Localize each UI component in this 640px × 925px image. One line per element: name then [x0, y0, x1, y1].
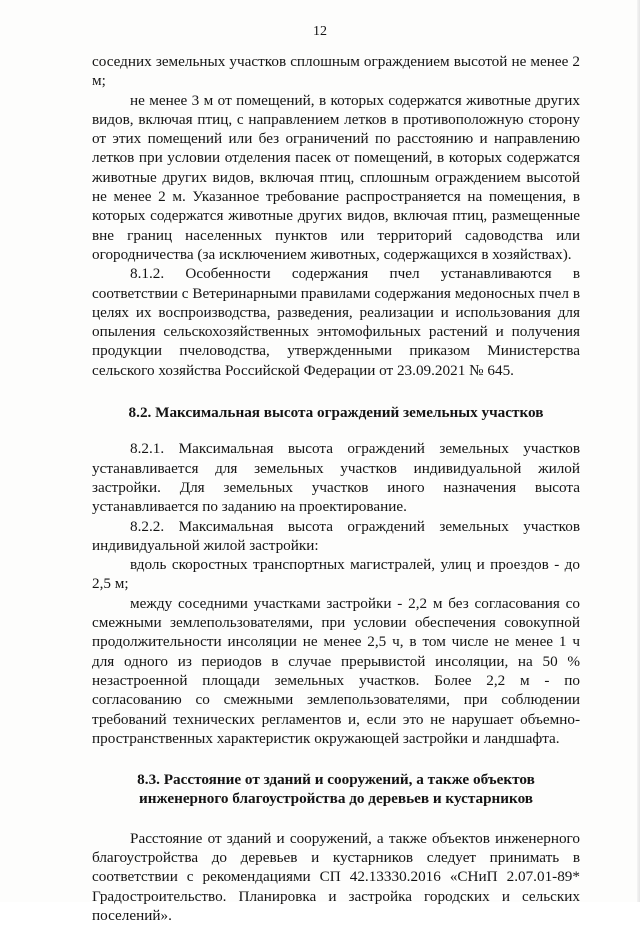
paragraph-8-2-2-roads: вдоль скоростных транспортных магистралей, улиц и проездов - до 2,5 м; — [92, 556, 580, 593]
paragraph-8-2-2: 8.2.2. Максимальная высота ограждений земельных участков индивидуальной жилой застройки: — [92, 517, 580, 554]
paragraph-top-1: соседних земельных участков сплошным ограждением высотой не менее 2 м; — [92, 53, 580, 90]
section-8-3-heading-line-1: 8.3. Расстояние от зданий и сооружений, а также объектов — [137, 771, 535, 789]
paragraph-8-3: Расстояние от зданий и сооружений, а также объектов инженерного благоустройства до деревьев и кустарников следует принимать в соответствии с рекомендациями СП 42.13330.2016 «СНиП 2.07.01-89* Градостроительство. Планировка и застройка городских и сельских поселений». — [92, 829, 580, 924]
section-8-3-heading — [92, 770, 580, 809]
paragraph-8-2-1: 8.2.1. Максимальная высота ограждений земельных участков устанавливается для земельных участков индивидуальной жилой застройки. Для земельных участков иного назначения высота устанавливается по заданию на проектирование. — [92, 440, 580, 516]
paragraph-top-2: не менее 3 м от помещений, в которых содержатся животные других видов, включая птиц, с направлением летков в противоположную сторону от этих помещений или без ограничений по расстоянию и направлению летков при условии отделения пасек от помещений, в которых содержатся животные других видов, включая птиц, сплошным ограждением высотой не менее 2 м. Указанное требование распространяется на помещения, в которых содержатся животные других видов, включая птиц, размещенные вне границ населенных пунктов или территорий садоводства или огородничества (за исключением животных, содержащихся в хозяйствах). — [92, 91, 580, 263]
page-number: 12 — [313, 24, 327, 39]
section-8-3-heading-line-2: инженерного благоустройства до деревьев и кустарников — [139, 790, 533, 808]
paragraph-8-2-2-neighbors: между соседними участками застройки - 2,2 м без согласования со смежными землепользователями, при условии обеспечения совокупной продолжительности инсоляции не менее 2,5 ч, в том числе не менее 1 ч для одного из периодов в случае прерывистой инсоляции, на 50 % незастроенной площади земельных участков. Более 2,2 м - по согласованию со смежными землепользователями, при соблюдении требований технических регламентов и, если это не нарушает объемно-пространственных характеристик окружающей застройки и ландшафта. — [92, 594, 580, 747]
document-body — [92, 52, 580, 925]
paragraph-8-1-2: 8.1.2. Особенности содержания пчел устанавливаются в соответствии с Ветеринарными правилами содержания медоносных пчел в целях их воспроизводства, разведения, реализации и использования для опыления сельскохозяйственных энтомофильных растений и получения продукции пчеловодства, утвержденными приказом Министерства сельского хозяйства Российской Федерации от 23.09.2021 № 645. — [92, 265, 580, 379]
section-8-2-heading: 8.2. Максимальная высота ограждений земельных участков — [128, 404, 544, 422]
